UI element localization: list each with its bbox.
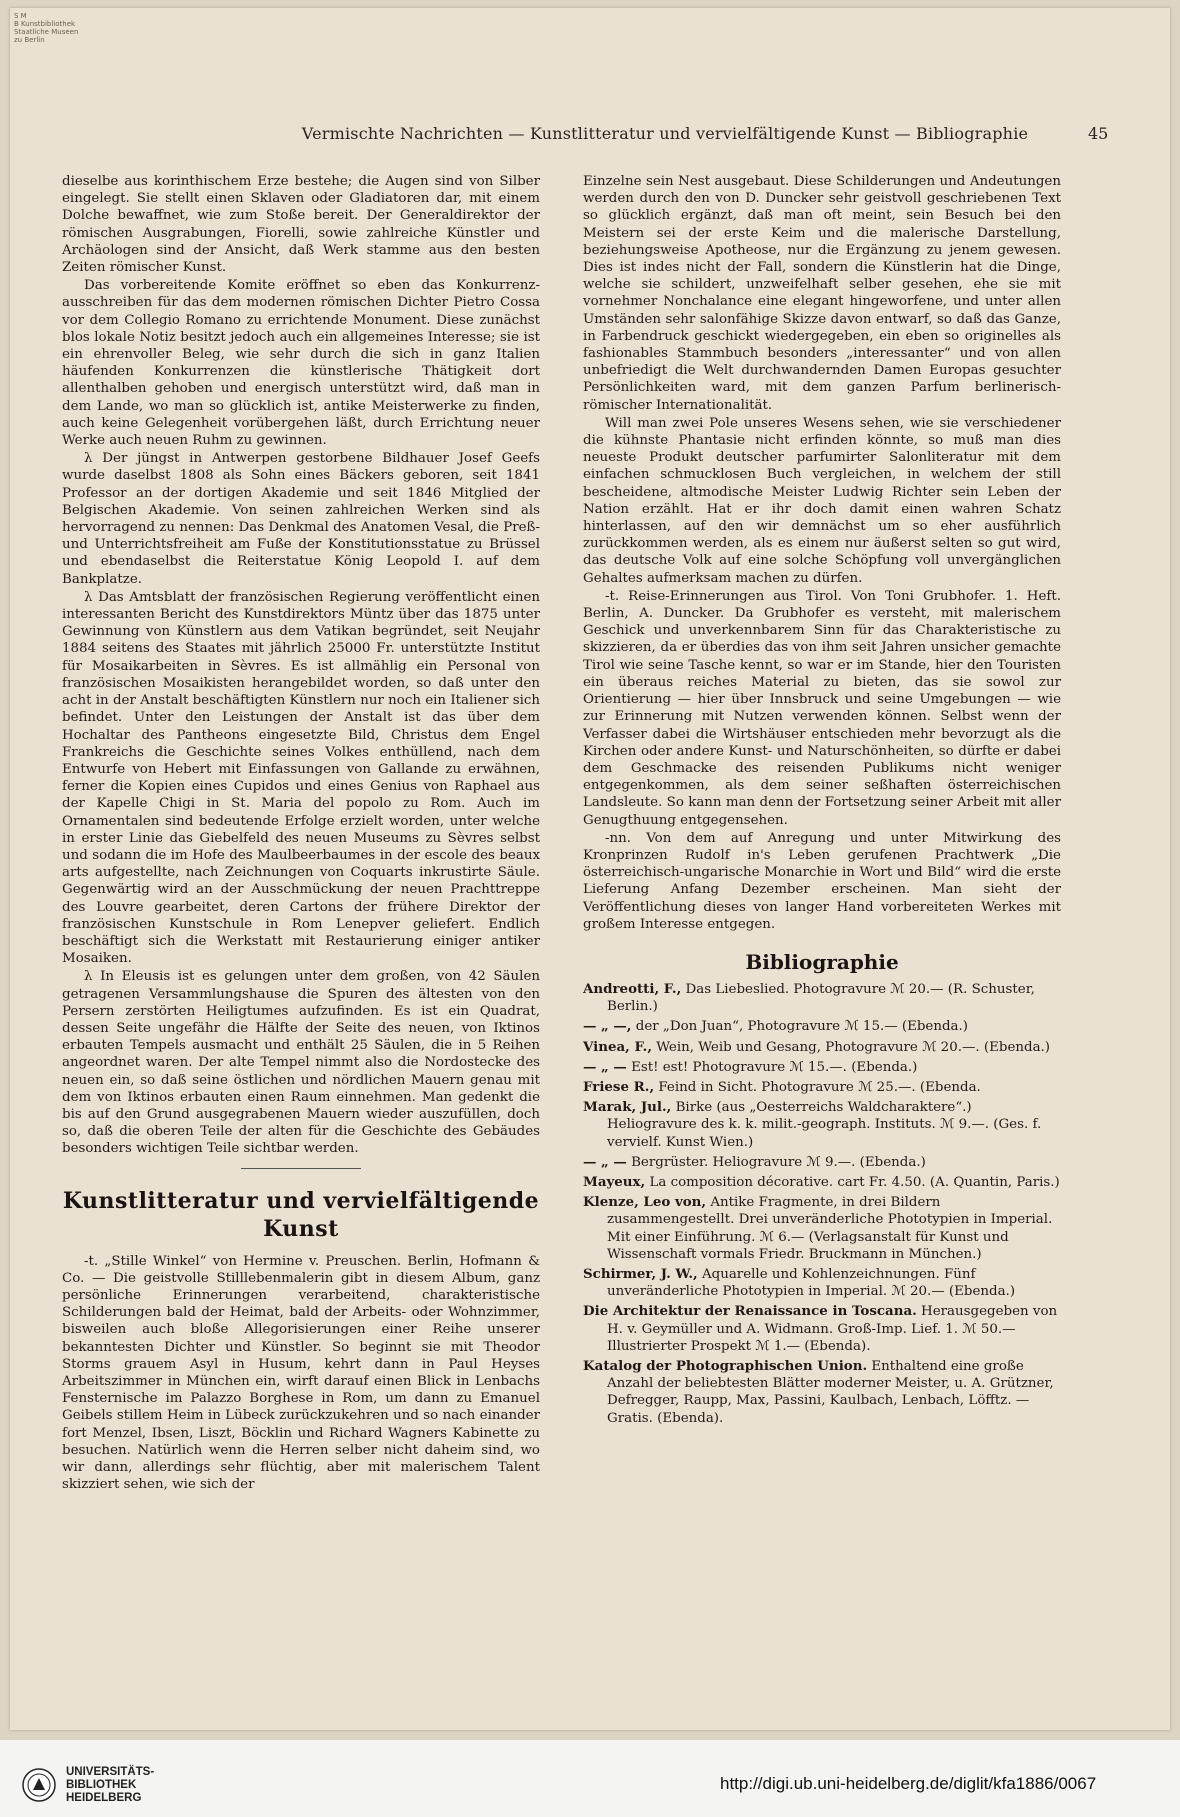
paragraph: λ Der jüngst in Antwerpen gestorbene Bildhauer Josef Geefs wurde daselbst 1808 als Sohn eines Bäckers geboren, seit 1841 Professor an der dortigen Akademie und seit 1846 Mitglied der Belgischen Akademie. Von seinen zahlreichen Werken sind als hervorragend zu nennen: Das Denkmal des Anatomen Vesal, die Preß- und Unterrichtsfreiheit am Fuße der Konstitutionsstatue zu Brüssel und ebendaselbst die Reiterstatue König Leopold I. auf dem Bankplatze. [62, 451, 540, 587]
bibliography-entry [583, 1018, 1061, 1035]
bib-author: — „ — [583, 1058, 627, 1075]
bibliography-entry [583, 1174, 1061, 1191]
bibliography-entry [583, 1303, 1061, 1355]
bib-text: Enthaltend eine große Anzahl der beliebtesten Blätter moderner Meister, u. A. Grützner, Defregger, Raupp, Max, Passini, Kaulbach, Lenbach, Löfftz. — Gratis. (Ebenda). [607, 1359, 1054, 1426]
paragraph: Einzelne sein Nest ausgebaut. Diese Schilderungen und Andeutungen werden durch den von D. Duncker sehr geistvoll geschriebenen Text so glücklich ergänzt, daß man oft meint, sein Besuch bei den Meistern sei der erste Keim und die malerische Darstellung, beziehungsweise Apotheose, nur die Ergänzung zu jenem gewesen. Dies ist indes nicht der Fall, sondern die Künstlerin hat die Dinge, welche sie schildert, unzweifelhaft selber gesehen, ehe sie mit vornehmer Nonchalance eine elegant hingeworfene, und unter allen Umständen sehr salonfähige Skizze davon entwarf, so daß das Ganze, in Farbendruck geschickt wiedergegeben, ein eben so originelles als fashionables Stammbuch besonders „interessanter“ und von allen unbefriedigt die Welt durchwandernden Damen Europas gesuchter Persönlichkeiten ward, mit dem ganzen Parfum berlinerisch-römischer Internationalität. [583, 174, 1061, 413]
bib-text: Herausgegeben von H. v. Geymüller und A. Widmann. Groß-Imp. Lief. 1. ℳ 50.— Illustrierter Prospekt ℳ 1.— (Ebenda). [607, 1304, 1058, 1354]
right-column [583, 173, 1061, 1430]
bib-author: — „ — [583, 1153, 627, 1170]
bibliography-entry [583, 1039, 1061, 1056]
bib-author: Mayeux, [583, 1173, 646, 1190]
bib-author: Marak, Jul., [583, 1099, 672, 1116]
bib-text: Das Liebeslied. Photogravure ℳ 20.— (R. Schuster, Berlin.) [607, 981, 1035, 1015]
bib-text: Birke (aus „Oesterreichs Waldcharaktere“.) Heliogravure des k. k. milit.-geograph. Instituts. ℳ 9.—. (Ges. f. vervielf. Kunst Wien.) [607, 1100, 1042, 1150]
section-divider [241, 1168, 361, 1169]
paragraph: -nn. Von dem auf Anregung und unter Mitwirkung des Kronprinzen Rudolf in's Leben gerufenen Prachtwerk „Die österreichisch-ungarische Monarchie in Wort und Bild“ wird die erste Lieferung Anfang Dezember erscheinen. Man sieht der Veröffentlichung dieses von langer Hand vorbereiteten Werkes mit großem Interesse entgegen. [583, 830, 1061, 932]
paragraph: Das vorbereitende Komite eröffnet so eben das Konkurrenz-ausschreiben für das dem modernen römischen Dichter Pietro Cossa vor dem Collegio Romano zu errichtende Monument. Diese zunächst blos lokale Notiz besitzt jedoch auch ein allgemeines Interesse; sie ist ein ehrenvoller Beleg, wie sehr durch die sich in ganz Italien häufenden Konkurrenzen die künstlerische Thätigkeit dort allenthalben gehoben und energisch unterstützt wird, daß man in dem Lande, wo man so glücklich ist, antike Meisterwerke zu finden, auch keine Gelegenheit vorübergehen läßt, durch Errichtung neuer Werke auch neuen Ruhm zu gewinnen. [62, 278, 540, 449]
bibliography-title: Bibliographie [745, 949, 899, 974]
bibliography-entry [583, 1099, 1061, 1151]
section-title: Kunstlitteratur und vervielfältigende Kunst [62, 1187, 540, 1242]
source-url-link[interactable]: http://digi.ub.uni-heidelberg.de/diglit/kfa1886/0067 [720, 1774, 1097, 1793]
paragraph: dieselbe aus korinthischem Erze bestehe; die Augen sind von Silber eingelegt. Sie stellt einen Sklaven oder Gladiatoren dar, mit einem Dolche bewaffnet, wie zum Stoße bereit. Der Generaldirektor der römischen Ausgrabungen, Fiorelli, sowie zahlreiche Künstler und Archäologen sind der Ansicht, daß Werk stamme aus den besten Zeiten römischer Kunst. [62, 174, 540, 276]
bib-author: Klenze, Leo von, [583, 1194, 707, 1211]
bib-author: Andreotti, F., [583, 980, 682, 997]
bib-text: der „Don Juan“, Photogravure ℳ 15.— (Ebenda.) [635, 1019, 969, 1035]
bib-text: Est! est! Photogravure ℳ 15.—. (Ebenda.) [631, 1059, 918, 1075]
bibliography-entry [583, 1154, 1061, 1171]
bib-text: Aquarelle und Kohlenzeichnungen. Fünf unveränderliche Phototypien in Imperial. ℳ 20.— (Ebenda.) [607, 1266, 1016, 1300]
bibliography-entry [583, 1358, 1061, 1427]
library-name: UNIVERSITÄTS- BIBLIOTHEK HEIDELBERG [66, 1766, 155, 1804]
bib-text: Wein, Weib und Gesang, Photogravure ℳ 20.—. (Ebenda.) [656, 1039, 1051, 1055]
paragraph: λ Das Amtsblatt der französischen Regierung veröffentlicht einen interessanten Bericht des Kunstdirektors Müntz über das 1875 unter Gewinnung von Künstlern aus dem Vatikan begründet, seit Neujahr 1884 seitens des Staates mit jährlich 25000 Fr. unterstützte Institut für Mosaikarbeiten in Sèvres. Es ist allmählig ein Personal von französischen Mosaikisten herangebildet worden, so daß unter den acht in der Anstalt beschäftigten Künstlern nur noch ein Italiener sich befindet. Unter den Leistungen der Anstalt ist das über dem Hochaltar des Pantheons eingesetzte Bild, Christus dem Engel Frankreichs die Geschichte seines Volkes enthüllend, nach dem Entwurfe von Hebert mit Einfassungen von Gallande zu erwähnen, ferner die Kopien eines Cupidos und eines Genius von Raphael aus der Kapelle Chigi in St. Maria del popolo zu Rom. Auch im Ornamentalen sind bedeutende Erfolge erzielt worden, unter welche in erster Linie das Giebelfeld des neuen Museums zu Sèvres selbst und sodann die im Hofe des Maulbeerbaumes in der escole des beaux arts aufgestellte, nach Zeichnungen von Coquarts inkrustirte Säule. Gegenwärtig wird an der Ausschmückung der neuen Prachttreppe des Louvre gearbeitet, deren Cartons der frühere Direktor der französischen Kunstschule in Rom Lenepver geliefert. Endlich beschäftigt sich die Werkstatt mit Restaurierung einiger antiker Mosaiken. [62, 589, 540, 967]
bib-text: Bergrüster. Heliogravure ℳ 9.—. (Ebenda.) [631, 1154, 926, 1170]
bibliography-entry [583, 981, 1061, 1015]
bibliography-entry [583, 1266, 1061, 1300]
paragraph: -t. Reise-Erinnerungen aus Tirol. Von Toni Grubhofer. 1. Heft. Berlin, A. Duncker. Da Grubhofer es versteht, mit malerischem Geschick und unverkennbarem Sinn für das Charakteristische zu skizzieren, da er überdies das von ihm seit Jahren unsicher gemachte Tirol wie seine Tasche kennt, so war er im Stande, hier den Touristen ein überaus reiches Material zu bieten, das sie sowol zur Orientierung — hier über Innsbruck und seine Umgebungen — wie zur Erinnerung mit Nutzen verwenden können. Selbst wenn der Verfasser dabei die Wirtshäuser entschieden mehr bevorzugt als die Kirchen oder andere Kunst- und Naturschönheiten, so dürfte er dabei dem Geschmacke des reisenden Publikums nicht weniger entgegenkommen, als dem seiner seßhaften österreichischen Landsleute. So kann man denn der Fortsetzung seiner Arbeit mit aller Genugthuung entgegensehen. [583, 588, 1061, 828]
library-stamp: S M B Kunstbibliothek Staatliche Museen zu Berlin [14, 12, 79, 44]
bibliography-list [583, 981, 1061, 1427]
bib-author: Vinea, F., [583, 1038, 652, 1055]
running-header: Vermischte Nachrichten — Kunstlitteratur und vervielfältigende Kunst — Bibliographie [301, 124, 1029, 143]
paragraph: λ In Eleusis ist es gelungen unter dem großen, von 42 Säulen getragenen Versammlungshause die Spuren des ältesten von den Persern zerstörten Heiligtumes aufzufinden. Es ist ein Quadrat, dessen Seite ungefähr die Hälfte der Seite des neuen, von Iktinos erbauten Tempels ausmacht und enthält 25 Säulen, die in 5 Reihen angeordnet waren. Der alte Tempel nimmt also die Nordostecke des neuen ein, so daß seine östlichen und nördlichen Mauern genau mit dem von Iktinos erbauten einen Raum einnehmen. Man gedenkt die bis auf den Grund ausgegrabenen Mauern wieder auszufüllen, doch so, daß die oberen Teile der alten für die Geschichte des Gebäudes besonders wichtigen Teile sichtbar werden. [62, 969, 540, 1157]
bib-author: Friese R., [583, 1078, 655, 1095]
bibliography-entry [583, 1079, 1061, 1096]
bib-author: Katalog der Photographischen Union. [583, 1358, 868, 1374]
bib-author: — „ —, [583, 1018, 632, 1035]
page-number: 45 [1088, 124, 1109, 143]
paragraph: -t. „Stille Winkel“ von Hermine v. Preuschen. Berlin, Hofmann & Co. — Die geistvolle Stilllebenmalerin gibt in diesem Album, ganz persönliche Erinnerungen verarbeitend, charakteristische Schilderungen bald der Heimat, bald der Arbeits- oder Wohnzimmer, bisweilen auch bloße Allegorisierungen einer Reihe unserer bekanntesten Dichter und Künstler. So beginnt sie mit Theodor Storms grauem Asyl in Husum, kehrt dann in Paul Heyses Arbeitszimmer in München ein, wirft darauf einen Blick in Lenbachs Fensternische im Palazzo Borghese in Rom, um dann zu Emanuel Geibels stillem Heim in Lübeck zurückzukehren und so nach einander fort Menzel, Ibsen, Liszt, Böcklin und Richard Wagners Kabinette zu besuchen. Natürlich wenn die Herren selber nicht daheim sind, wo wir dann, allerdings sehr flüchtig, aber mit malerischem Talent skizziert sehen, wie sich der [62, 1253, 540, 1493]
bibliography-entry [583, 1194, 1061, 1263]
paragraph: Will man zwei Pole unseres Wesens sehen, wie sie verschiedener die kühnste Phantasie nicht erfinden könnte, so muß man dies neueste Produkt deutscher parfumirter Salonliteratur mit dem einfachen schmucklosen Buch vergleichen, in welchem der still bescheidene, altmodische Meister Ludwig Richter sein Leben der Nation erzählt. Hat er ihr doch damit einen wahren Schatz hinterlassen, auf den wir demnächst um so eher ausführlich zurückkommen werden, als es einem nur äußerst selten so gut wird, das deutsche Volk auf eine solche Schöpfung voll unvergänglichen Gehaltes aufmerksam machen zu dürfen. [583, 415, 1061, 586]
bib-author: Schirmer, J. W., [583, 1265, 698, 1282]
university-seal-icon [22, 1768, 56, 1802]
bibliography-entry [583, 1059, 1061, 1076]
bib-text: Antike Fragmente, in drei Bildern zusammengestellt. Drei unveränderliche Phototypien in Imperial. Mit einer Einführung. ℳ 6.— (Verlagsanstalt für Kunst und Wissenschaft vormals Friedr. Bruckmann in München.) [607, 1195, 1053, 1262]
left-column [62, 173, 540, 1493]
bib-text: La composition décorative. cart Fr. 4.50. (A. Quantin, Paris.) [649, 1174, 1060, 1190]
bib-author: Die Architektur der Renaissance in Toscana. [583, 1303, 917, 1320]
bib-text: Feind in Sicht. Photogravure ℳ 25.—. (Ebenda. [658, 1079, 981, 1095]
